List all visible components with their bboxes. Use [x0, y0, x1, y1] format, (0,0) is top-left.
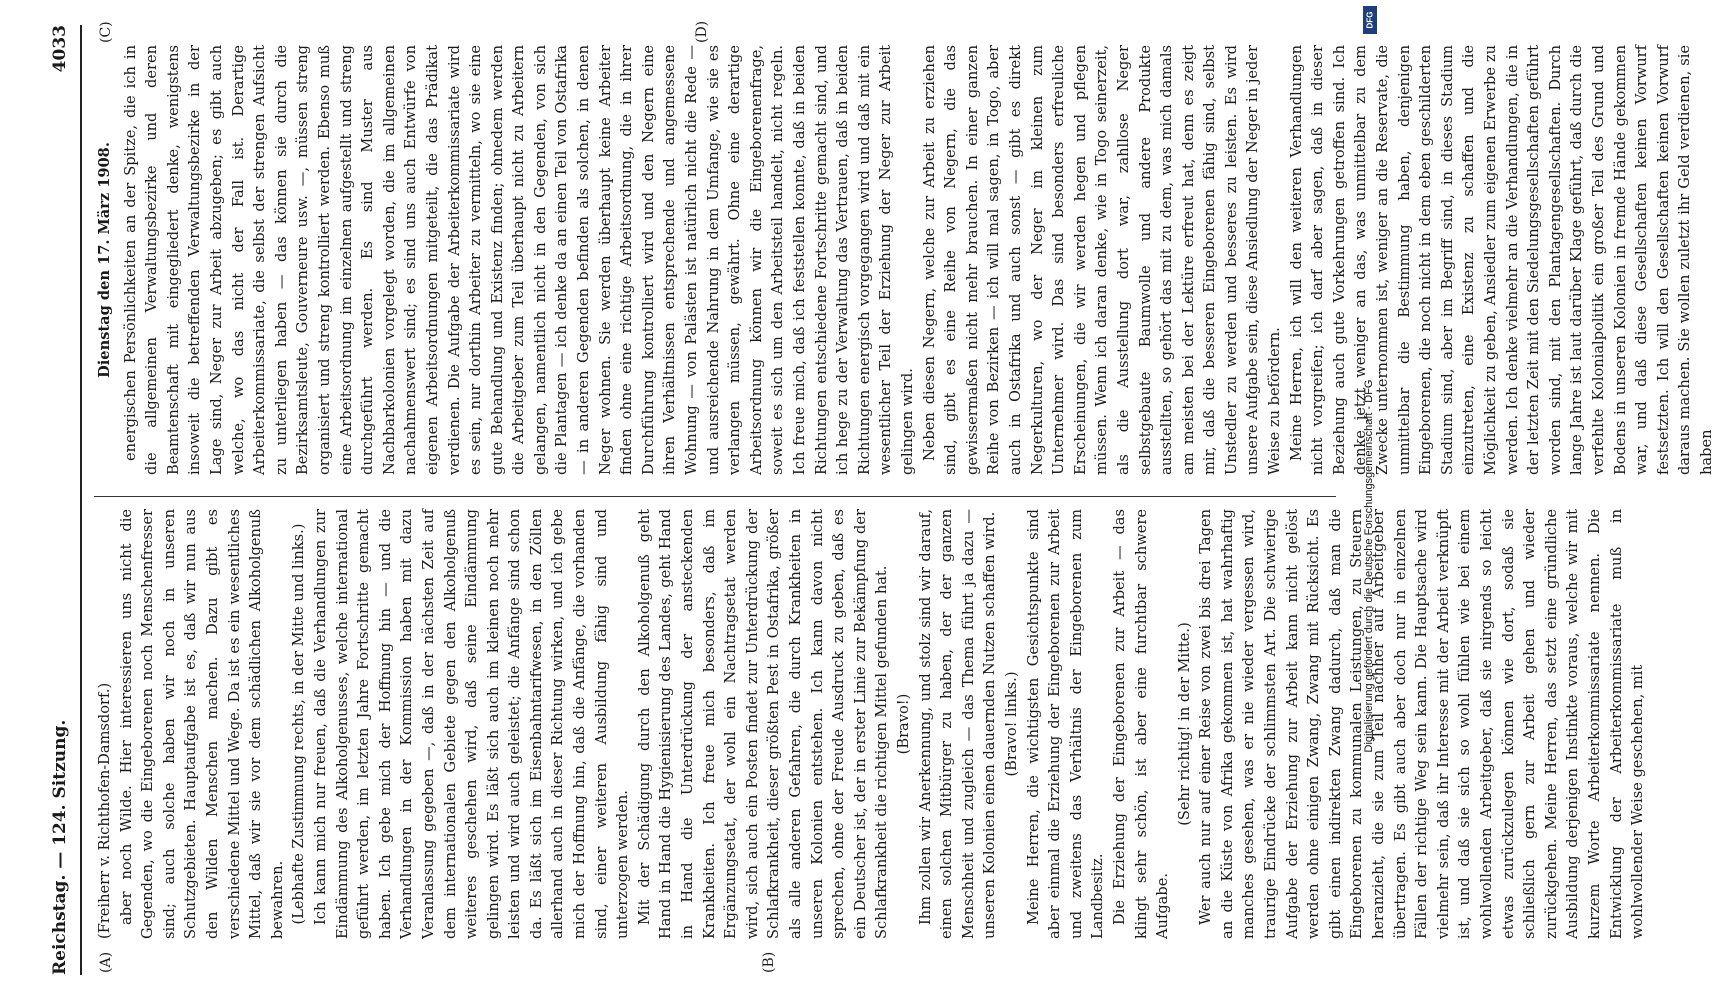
digitization-note: Digitalisierung gefördert durch die Deutsche Forschungsgemeinschaft - DFG: [1363, 379, 1375, 753]
right-paragraph: Neben diesen Negern, welche zur Arbeit zu erziehen sind, gibt es eine Reihe von Negern, die das gewissermaßen nicht mehr brauchen. In einer ganzen Reihe von Bezirken — ich will mal sagen, in Togo, aber auch in Ostafrika und auch sonst — gibt es direkt Negerkulturen, wo der Neger im kleinen zum Unternehmer wird. Das sind besonders erfreuliche Erscheinungen, die wir werden hegen und pflegen müssen. Wenn ich daran denke, wie in Togo seinerzeit, als die Ausstellung dort war, zahllose Neger selbstgebaute Baumwolle und andere Produkte ausstellten, so gehört das mit zu dem, was mich damals am meisten bei der Lektüre erfreut hat, denn es zeigt mir, daß die besseren Eingeborenen fähig sind, selbst Unstedler zu werden und besseres zu leisten. Es wird unsere Aufgabe sein, diese Ansiedlung der Neger in jeder Weise zu befördern.: [920, 45, 1284, 475]
left-interjection: (Lebhafte Zustimmung rechts, in der Mitte und links.): [290, 523, 308, 925]
header-date: Dienstag den 17. März 1908.: [96, 142, 113, 378]
left-interjection: (Bravo! links.): [1002, 671, 1020, 777]
column-divider: [94, 496, 1336, 497]
digitization-footer: [1357, 0, 1381, 1000]
left-paragraph: aber noch Wilde. Hier interessieren uns nicht die Gegenden, wo die Eingeborenen noch Menschenfresser sind; auch solche haben wir noch in unseren Schutzgebieten. Hauptaufgabe ist es, daß wir nun aus den Wilden Menschen machen. Dazu gibt es verschiedene Mittel und Wege. Da ist es ein wesentliches Mittel, daß wir sie vor dem schädlichen Alkoholgenuß bewahren.: [117, 509, 286, 939]
page-number: 4033: [50, 25, 70, 73]
margin-marker-b: (B): [761, 951, 777, 973]
page-header: [46, 25, 82, 975]
left-paragraph: Die Erziehung der Eingeborenen zur Arbeit — das klingt sehr schön, ist aber eine furchtbar schwere Aufgabe.: [1110, 509, 1172, 939]
header-session-title: Reichstag. — 124. Sitzung.: [50, 719, 70, 975]
left-paragraph: Meine Herren, die wichtigsten Gesichtspunkte sind aber einmal die Erziehung der Eingeborenen zur Arbeit und zweitens das Verhältnis der Eingeborenen zum Landbesitz.: [1024, 509, 1107, 939]
left-paragraph: Ich kann mich nur freuen, daß die Verhandlungen zur Eindämmung des Alkoholgenusses, welche international geführt werden, im letzten Jahre Fortschritte gemacht haben. Ich gebe mich der Hoffnung hin — und die Verhandlungen in der Kommission haben mit dazu Veranlassung gegeben —, daß in der nächsten Zeit auf dem internationalen Gebiete gegen den Alkoholgenuß weiteres geschehen wird, daß seine Eindämmung gelingen wird. Es läßt sich auch im kleinen noch mehr leisten und wird auch geleistet; die Anfänge sind schon da. Es läßt sich im Eisenbahntarifwesen, in den Zöllen allerhand auch in dieser Richtung wirken, und ich gebe mich der Hoffnung hin, daß die Anfänge, die vorhanden sind, einer weiteren Ausbildung fähig sind und unterzogen werden.: [311, 509, 632, 939]
margin-marker-d: (D): [694, 20, 710, 43]
right-column: [94, 45, 1715, 475]
margin-marker-c: (C): [98, 21, 114, 43]
right-paragraph: energischen Persönlichkeiten an der Spitze, die ich in die allgemeinen Verwaltungsbezirke und deren Beamtenschaft mit eingegliedert denke, wenigstens insoweit die betreffenden Verwaltungsbezirke in der Lage sind, Neger zur Arbeit abzugeben; es gibt auch welche, wo das nicht der Fall ist. Derartige Arbeiterkommissariate, die selbst der strengen Aufsicht zu unterliegen haben — das können sie durch die Bezirksamtsleute, Gouverneure usw. —, müssen streng organisiert und streng kontrolliert werden. Ebenso muß eine Arbeitsordnung im einzelnen aufgestellt und streng durchgeführt werden. Es sind Muster aus Nachbarkolonien vorgelegt worden, die im allgemeinen nachahmenswert sind; es sind uns auch Entwürfe von eigenen Arbeitsordnungen mitgeteilt, die das Prädikat verdienen. Die Aufgabe der Arbeiterkommissariate wird es sein, nur dorthin Arbeiter zu vermitteln, wo sie eine gute Behandlung und Existenz finden; ohnedem werden die Arbeitgeber zum Teil überhaupt nicht zu Arbeitern gelangen, namentlich nicht in den Gegenden, von sich die Plantagen — ich denke da an einen Teil von Ostafrika — in anderen Gegenden befinden als solchen, in denen Neger wohnen. Sie werden überhaupt keine Arbeiter finden ohne eine richtige Arbeitsordnung, die in ihrer Durchführung kontrolliert wird und den Negern eine ihren Verhältnissen entsprechende und angemessene Wohnung — von Palästen ist natürlich nicht die Rede — und ausreichende Nahrung in dem Umfange, wie sie es verlangen müssen, gewährt. Ohne eine derartige Arbeitsordnung können wir die Eingeborenenfrage, soweit es sich um den Arbeitsteil handelt, nicht regeln. Ich freue mich, daß ich feststellen konnte, daß in beiden Richtungen entschiedene Fortschritte gemacht sind, und ich hege zu der Verwaltung das Vertrauen, daß in beiden Richtungen energisch vorgegangen wird und daß mit ein wesentlicher Teil der Erziehung der Neger zur Arbeit gelingen wird.: [121, 45, 916, 475]
left-paragraph: Mit der Schädigung durch den Alkoholgenuß geht Hand in Hand die Hygienisierung des Landes, geht Hand in Hand die Unterdrückung der ansteckenden Krankheiten. Ich freue mich besonders, daß im Ergänzungsetat, der wohl ein Nachtragsetat werden wird, sich auch ein Posten findet zur Unterdrückung der Schlafkrankheit, dieser größten Pest in Ostafrika, größer als alle anderen Gefahren, die durch Krankheiten in unseren Kolonien entstehen. Ich kann davon nicht sprechen, ohne der Freude Ausdruck zu geben, daß es ein Deutscher ist, der in erster Linie zur Bekämpfung der Schlafkrankheit die richtigen Mittel gefunden hat.: [635, 509, 891, 939]
speaker-name: (Freiherr v. Richthofen-Damsdorf.): [96, 682, 113, 939]
left-interjection: (Sehr richtig! in der Mitte.): [1175, 622, 1193, 826]
right-paragraph: Meine Herren, ich will den weiteren Verhandlungen nicht vorgreifen; ich darf aber sagen, daß in dieser Beziehung auch gute Vorkehrungen getroffen sind. Ich denke jetzt weniger an das, was unmittelbar zu dem Zwecke unternommen ist, weniger an die Reservate, die unmittelbar die Bestimmung haben, denjenigen Eingeborenen, die noch nicht in dem eben geschilderten Stadium sind, aber im Begriff sind, in dieses Stadium einzutreten, eine Existenz zu schaffen und die Möglichkeit zu geben, Ansiedler zum eigenen Erwerbe zu werden. Ich denke vielmehr an die Verhandlungen, die in der letzten Zeit mit den Siedelungsgesellschaften geführt worden sind, mit den Plantagengesellschaften. Durch lange Jahre ist laut darüber Klage geführt, daß durch die verfehlte Kolonialpolitik ein großer Teil des Grund und Bodens in unseren Kolonien in fremde Hände gekommen war, und daß diese Gesellschaften keinen Vorwurf festsetzten. Ich will den Gesellschaften keinen Vorwurf daraus machen. Sie wollen zuletzt ihr Geld verdienen, sie haben: [1287, 45, 1715, 475]
dfg-logo: DFG: [1363, 6, 1377, 34]
margin-marker-a: (A): [98, 951, 114, 973]
left-paragraph: Ihm zollen wir Anerkennung, und stolz sind wir darauf, einen solchen Mitbürger zu haben, der der ganzen Menschheit und zugleich — das Thema führt ja dazu — unseren Kolonien einen dauernden Nutzen schaffen wird.: [916, 509, 999, 939]
left-paragraph: Wer auch nur auf einer Reise von zwei bis drei Tagen an die Küste von Afrika gekommen ist, hat wahrhaftig manches gesehen, was er nie wieder vergessen wird, traurige Eindrücke der schlimmsten Art. Die schwierige Aufgabe der Erziehung zur Arbeit kann nicht gelöst werden ohne einigen Zwang, Zwang mit Rücksicht. Es gibt einen indirekten Zwang dadurch, daß man die Eingeborenen zu kommunalen Leistungen, zu Steuern heranzieht, die sie zum Teil nachher auf Arbeitgeber übertragen. Es gibt auch aber doch nur in einzelnen Fällen der richtige Weg sein kann. Die Hauptsache wird vielmehr sein, daß ihr Interesse mit der Arbeit verknüpft ist, und daß sie sich so wohl fühlen wie bei einem wohlwollenden Arbeitgeber, daß sie nirgends so leicht etwas zurückzulegen können wie dort, sodaß sie schließlich gern zur Arbeit gehen und wieder zurückgehen. Meine Herren, das setzt eine gründliche Ausbildung derjenigen Instinkte voraus, welche wir mit kurzem Worte Arbeiterkommissariate nennen. Die Entwicklung der Arbeiterkommissariate muß in wohlwollender Weise geschehen, mit: [1197, 509, 1647, 939]
left-interjection: (Bravo!): [894, 693, 912, 755]
